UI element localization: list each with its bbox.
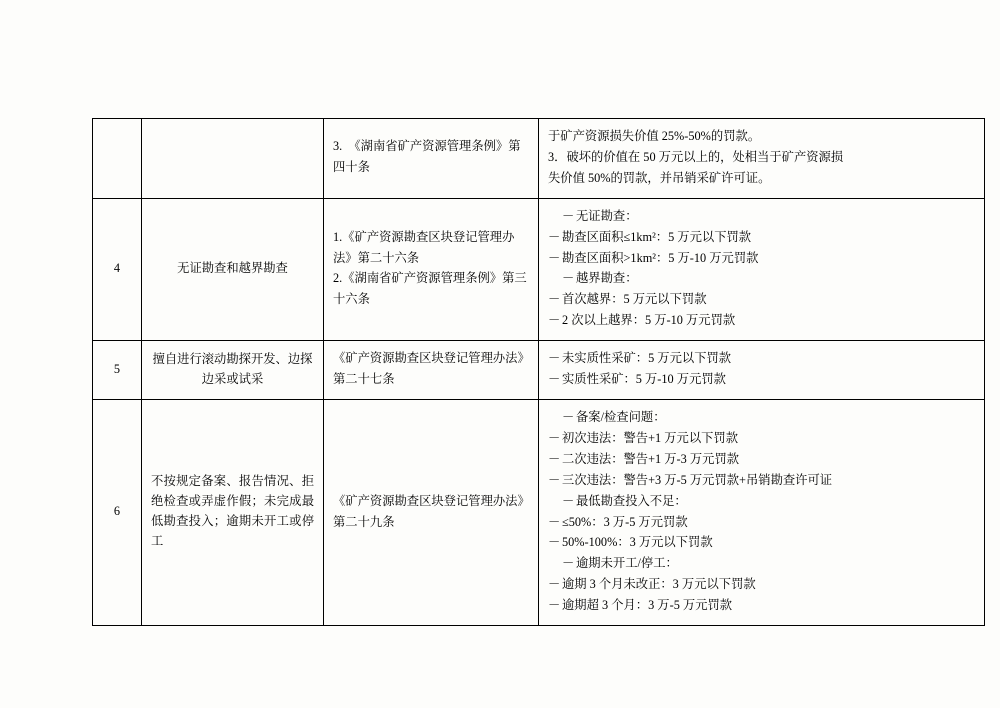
standard-line: 3．破坏的价值在 50 万元以上的，处相当于矿产资源损: [548, 149, 844, 164]
standard-text: 最低勘查投入不足：: [576, 493, 687, 508]
row-number-cell: 4: [93, 198, 142, 340]
basis-line: 3. 《湖南省矿产资源管理条例》第: [333, 139, 521, 154]
standard-text: 未实质性采矿：5 万元以下罚款: [562, 351, 732, 366]
standard-line: － 勘查区面积≤1km²：5 万元以下罚款: [548, 229, 752, 244]
standard-text: 逾期 3 个月未改正：3 万元以下罚款: [562, 577, 756, 592]
standard-subhead: － 备案/检查问题：: [562, 409, 666, 424]
table-row: [93, 399, 985, 625]
basis-line: 四十条: [333, 160, 370, 175]
standard-line: － 50%-100%：3 万元以下罚款: [548, 535, 713, 550]
standard-line: － 初次违法：警告+1 万元以下罚款: [548, 430, 739, 445]
standard-subhead: － 越界勘查：: [562, 271, 638, 286]
standard-line: － 逾期超 3 个月：3 万-5 万元罚款: [548, 598, 733, 613]
row-basis-cell: [324, 399, 539, 625]
standard-text: 勘查区面积>1km²：5 万-10 万元罚款: [562, 250, 759, 265]
standard-text: 三次违法：警告+3 万-5 万元罚款+吊销勘查许可证: [562, 472, 833, 487]
basis-line: 《矿产资源勘查区块登记管理办法》: [333, 351, 530, 366]
row-item-cell: [142, 119, 324, 199]
row-standard-cell: [539, 341, 985, 400]
row-number-cell: 6: [93, 399, 142, 625]
table-row: [93, 341, 985, 400]
standard-line: － 逾期 3 个月未改正：3 万元以下罚款: [548, 577, 756, 592]
standard-line: － 未实质性采矿：5 万元以下罚款: [548, 351, 732, 366]
standard-line: － 三次违法：警告+3 万-5 万元罚款+吊销勘查许可证: [548, 472, 833, 487]
row-basis-cell: [324, 119, 539, 199]
row-number-cell: [93, 119, 142, 199]
standard-subhead: － 无证勘查：: [562, 208, 638, 223]
standard-line: － 二次违法：警告+1 万-3 万元罚款: [548, 451, 740, 466]
standard-text: 初次违法：警告+1 万元以下罚款: [562, 430, 739, 445]
standard-text: ≤50%：3 万-5 万元罚款: [562, 514, 688, 529]
table-row: [93, 119, 985, 199]
penalty-discretion-table: [92, 118, 985, 626]
standard-text: 逾期未开工/停工：: [576, 556, 678, 571]
standard-text: 二次违法：警告+1 万-3 万元罚款: [562, 451, 740, 466]
standard-line: 于矿产资源损失价值 25%-50%的罚款。: [548, 129, 761, 143]
standard-line: － 实质性采矿：5 万-10 万元罚款: [548, 372, 726, 387]
standard-text: 勘查区面积≤1km²：5 万元以下罚款: [562, 229, 752, 244]
standard-text: 越界勘查：: [576, 271, 638, 286]
row-item-cell: 擅自进行滚动勘探开发、边探边采或试采: [142, 341, 324, 400]
row-basis-cell: [324, 341, 539, 400]
standard-subhead: － 逾期未开工/停工：: [562, 556, 678, 571]
standard-line: － 勘查区面积>1km²：5 万-10 万元罚款: [548, 250, 759, 265]
standard-text: 首次越界：5 万元以下罚款: [562, 292, 707, 307]
row-standard-cell: [539, 399, 985, 625]
basis-line: 《矿产资源勘查区块登记管理办法》: [333, 493, 530, 508]
row-standard-cell: [539, 198, 985, 340]
standard-line: － ≤50%：3 万-5 万元罚款: [548, 514, 688, 529]
standard-text: 实质性采矿：5 万-10 万元罚款: [562, 372, 726, 387]
table-body: [93, 119, 985, 626]
row-basis-cell: [324, 198, 539, 340]
basis-line: 法》第二十六条: [333, 250, 420, 265]
standard-text: 50%-100%：3 万元以下罚款: [562, 535, 713, 550]
standard-line: － 2 次以上越界：5 万-10 万元罚款: [548, 313, 736, 328]
basis-line: 第二十七条: [333, 372, 395, 387]
standard-line: 失价值 50%的罚款，并吊销采矿许可证。: [548, 170, 771, 185]
row-item-cell: 无证勘查和越界勘查: [142, 198, 324, 340]
basis-line: 十六条: [333, 292, 370, 307]
table-row: [93, 198, 985, 340]
standard-subhead: － 最低勘查投入不足：: [562, 493, 687, 508]
row-number-cell: 5: [93, 341, 142, 400]
row-item-cell: 不按规定备案、报告情况、拒绝检查或弄虚作假；未完成最低勘查投入；逾期未开工或停工: [142, 399, 324, 625]
basis-line: 2.《湖南省矿产资源管理条例》第三: [333, 271, 527, 286]
standard-line: － 首次越界：5 万元以下罚款: [548, 292, 707, 307]
standard-text: 无证勘查：: [576, 208, 638, 223]
basis-line: 1.《矿产资源勘查区块登记管理办: [333, 229, 515, 244]
row-standard-cell: [539, 119, 985, 199]
basis-line: 第二十九条: [333, 514, 395, 529]
standard-text: 逾期超 3 个月：3 万-5 万元罚款: [562, 598, 733, 613]
standard-text: 2 次以上越界：5 万-10 万元罚款: [562, 313, 736, 328]
standard-text: 备案/检查问题：: [576, 409, 666, 424]
